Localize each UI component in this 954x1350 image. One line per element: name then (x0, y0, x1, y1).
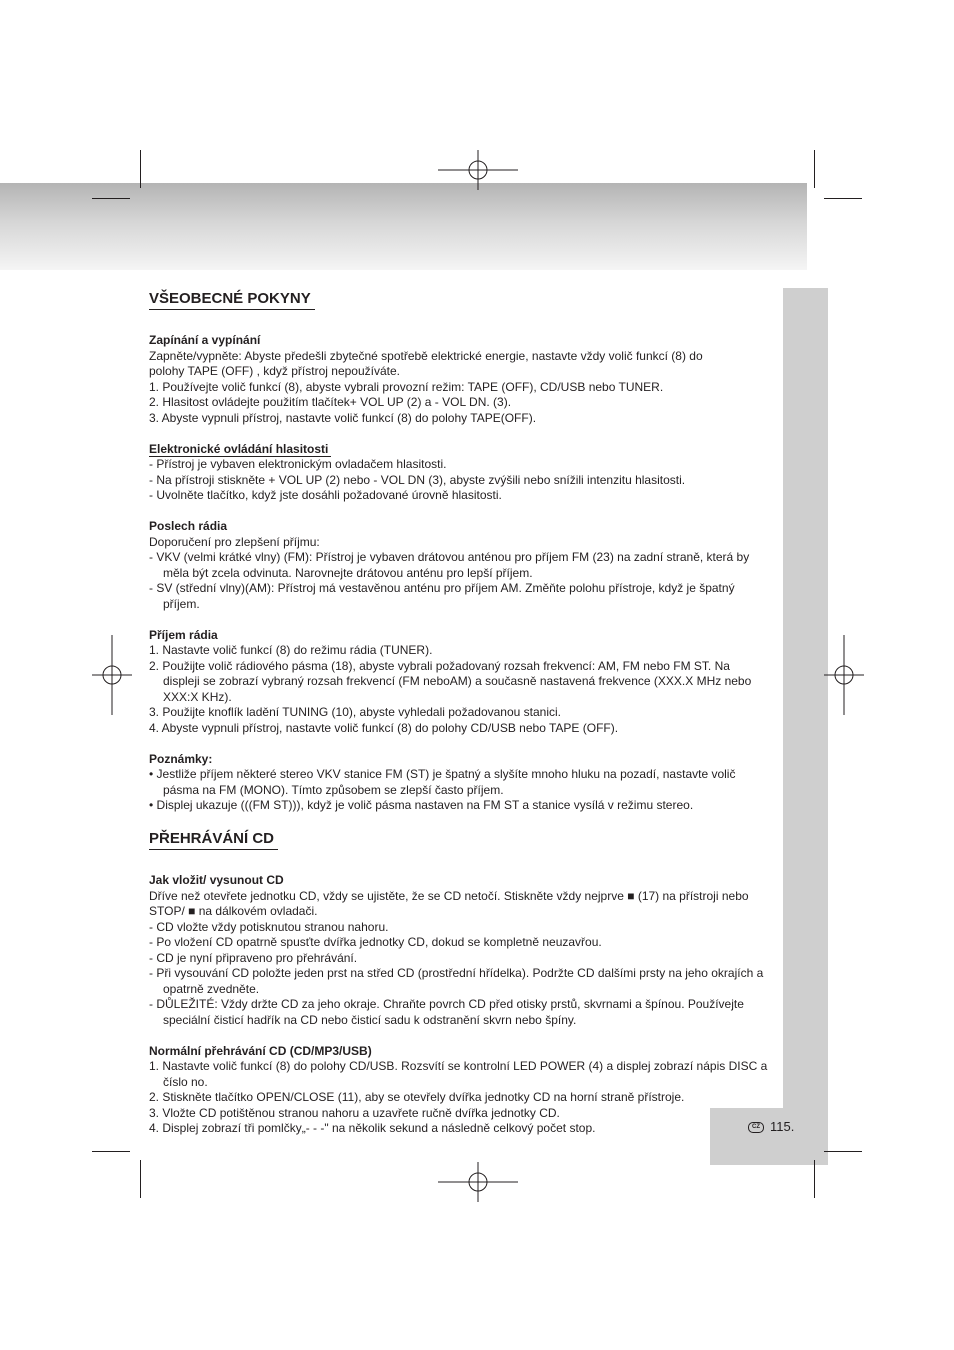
subheading-power: Zapínání a vypínání (149, 333, 261, 347)
list-item: • Jestliže příjem některé stereo VKV stanice FM (ST) je špatný a slyšíte mnoho hluku na pozadí, nastavte volič pásma na FM (MONO). Tímto způsobem se zlepší často příjem. (149, 767, 736, 797)
list-item: - Při vysouvání CD položte jeden prst na střed CD (prostřední hřídelka). Podržte CD dalšími prsty na jeho okrajích a opatrně zvedněte. (149, 966, 764, 996)
registration-mark-icon (438, 1162, 518, 1202)
subheading-volume: Elektronické ovládání hlasitosti (149, 442, 331, 457)
list-item: - Přístroj je vybaven elektronickým ovladačem hlasitosti. (149, 457, 447, 471)
subheading-normal-play: Normální přehrávání CD (CD/MP3/USB) (149, 1043, 372, 1058)
list-item: 4. Displej zobrazí tři pomlčky„- - -" na několik sekund a následně celkový počet stop. (149, 1121, 596, 1135)
section-title-general: VŠEOBECNÉ POKYNY (149, 289, 315, 310)
list-item: 3. Použijte knoflík ladění TUNING (10), abyste vyhledali požadovanou stanici. (149, 705, 561, 719)
list-item: - SV (střední vlny)(AM): Přístroj má vestavěnou anténu pro příjem AM. Změňte polohu přístroje, když je špatný příjem. (149, 581, 735, 611)
list-item: - VKV (velmi krátké vlny) (FM): Přístroj je vybaven drátovou anténou pro příjem FM (23) na zadní straně, která by měla být zcela odvinuta. Narovnejte drátovou anténu pro lepší příjem. (149, 550, 750, 580)
list-item: - CD je nyní připraveno pro přehrávání. (149, 950, 358, 965)
side-tab-band (783, 288, 828, 1108)
page-number-text: 115. (770, 1119, 795, 1134)
intro-text: (17) na přístroji nebo STOP/ (149, 888, 749, 918)
section-title-cd: PŘEHRÁVÁNÍ CD (149, 829, 278, 850)
paragraph-line: Zapněte/vypněte: Abyste předešli zbytečné spotřebě elektrické energie, nastavte vždy volič funkcí (8) do (149, 348, 703, 363)
crop-mark (140, 150, 141, 188)
list-item: 3. Vložte CD potištěnou stranou nahoru a uzavřete ručně dvířka jednotky CD. (149, 1105, 560, 1120)
paragraph-line: polohy TAPE (OFF) , když přístroj nepoužíváte. (149, 364, 400, 378)
cz-language-icon: CZ (748, 1122, 764, 1133)
subheading-notes: Poznámky: (149, 751, 213, 766)
list-item: 2. Stiskněte tlačítko OPEN/CLOSE (11), aby se otevřely dvířka jednotky CD na horní straně přístroje. (149, 1090, 685, 1104)
paragraph-line: Doporučení pro zlepšení příjmu: (149, 534, 320, 549)
header-band (0, 183, 807, 270)
stop-icon: ■ (188, 904, 196, 918)
crop-mark (814, 1160, 815, 1198)
list-item: 2. Použijte volič rádiového pásma (18), abyste vybrali požadovaný rozsah frekvencí: AM, FM nebo FM ST. Na displeji se zobrazí vybraný rozsah frekvencí (FM neboAM) a současně nastavená frekvence (XXX.X MHz nebo XXX:X KHz). (149, 658, 752, 704)
crop-mark (824, 198, 862, 199)
registration-mark-icon (92, 635, 132, 715)
subheading-reception: Příjem rádia (149, 627, 218, 642)
registration-mark-icon (438, 150, 518, 190)
list-item: - CD vložte vždy potisknutou stranou nahoru. (149, 919, 389, 934)
registration-mark-icon (824, 635, 864, 715)
list-item: 1. Nastavte volič funkcí (8) do režimu rádia (TUNER). (149, 643, 433, 657)
subheading-listening: Poslech rádia (149, 519, 228, 533)
crop-mark (92, 198, 130, 199)
list-item: 1. Používejte volič funkcí (8), abyste vybrali provozní režim: TAPE (OFF), CD/USB nebo TUNER. (149, 379, 664, 394)
paragraph-intro (149, 889, 769, 920)
list-item: - DŮLEŽITÉ: Vždy držte CD za jeho okraje. Chraňte povrch CD před otisky prstů, skvrnami a špínou. Používejte speciální čisticí hadřík na CD nebo čisticí sadu k odstranění skvrn nebo špíny. (149, 997, 744, 1027)
stop-icon: ■ (627, 888, 635, 903)
list-item: • Displej ukazuje (((FM ST))), když je volič pásma nastaven na FM ST a stanice vysílá v režimu stereo. (149, 798, 694, 812)
subheading-insert: Jak vložit/ vysunout CD (149, 873, 284, 887)
list-item: 3. Abyste vypnuli přístroj, nastavte volič funkcí (8) do polohy TAPE(OFF). (149, 410, 537, 425)
crop-mark (140, 1160, 141, 1198)
page-content (149, 289, 769, 1137)
crop-mark (92, 1151, 130, 1152)
list-item: - Uvolněte tlačítko, když jste dosáhli požadované úrovně hlasitosti. (149, 488, 502, 502)
list-item: - Po vložení CD opatrně spusťte dvířka jednotky CD, dokud se kompletně neuzavřou. (149, 935, 602, 949)
intro-text: na dálkovém ovladači. (195, 904, 318, 918)
list-item: 1. Nastavte volič funkcí (8) do polohy CD/USB. Rozsvítí se kontrolní LED POWER (4) a displej zobrazí nápis DISC a číslo no. (149, 1059, 768, 1089)
list-item: 4. Abyste vypnuli přístroj, nastavte volič funkcí (8) do polohy CD/USB nebo TAPE (OFF). (149, 720, 619, 735)
list-item: 2. Hlasitost ovládejte použitím tlačítek+ VOL UP (2) a - VOL DN. (3). (149, 395, 512, 409)
crop-mark (824, 1151, 862, 1152)
list-item: - Na přístroji stiskněte + VOL UP (2) nebo - VOL DN (3), abyste zvýšili nebo snížili intenzitu hlasitosti. (149, 472, 686, 487)
crop-mark (814, 150, 815, 188)
intro-text: Dříve než otevřete jednotku CD, vždy se ujistěte, že se CD netočí. Stiskněte vždy nejprve (149, 888, 624, 903)
